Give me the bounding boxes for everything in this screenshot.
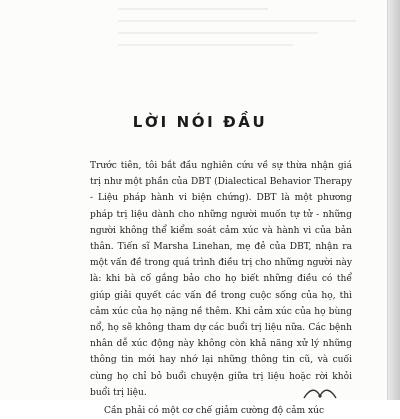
page-heading: LỜI NÓI ĐẦU: [132, 113, 268, 131]
body-text: [90, 158, 352, 419]
paragraph-1: Trước tiên, tôi bắt đầu nghiên cứu về sự thừa nhận giá trị như một phần của DBT (Dialectical Behavior Therapy - Liệu pháp hành vi biện chứng). DBT là một phương pháp trị liệu dành cho những người muốn tự tử - những người không thể kiểm soát cảm xúc và hành vi của bản thân. Tiến sĩ Marsha Linehan, mẹ đẻ của DBT, nhận ra một vấn đề trong quá trình điều trị cho những người này là: khi bà cố gắng bảo cho họ biết những điều có thể giúp giải quyết các vấn đề trong cuộc sống của họ, thì cảm xúc của họ nặng nề thêm. Khi cảm xúc của họ bùng nổ, họ sẽ không tham dự các buổi trị liệu nữa. Các bệnh nhân dễ xúc động này không còn khả năng xử lý những thông tin mới hay nhớ lại những thông tin cũ, và cuối cùng họ chỉ bỏ buổi chuyện giữa trị liệu hoặc rời khỏi buổi trị liệu.: [90, 161, 352, 398]
paragraph-2: Cần phải có một cơ chế giảm cường độ cảm xúc: [104, 406, 325, 417]
book-binding-edge: [388, 0, 400, 400]
ornament-icon: [300, 386, 340, 400]
bleed-through-text: [118, 0, 368, 90]
